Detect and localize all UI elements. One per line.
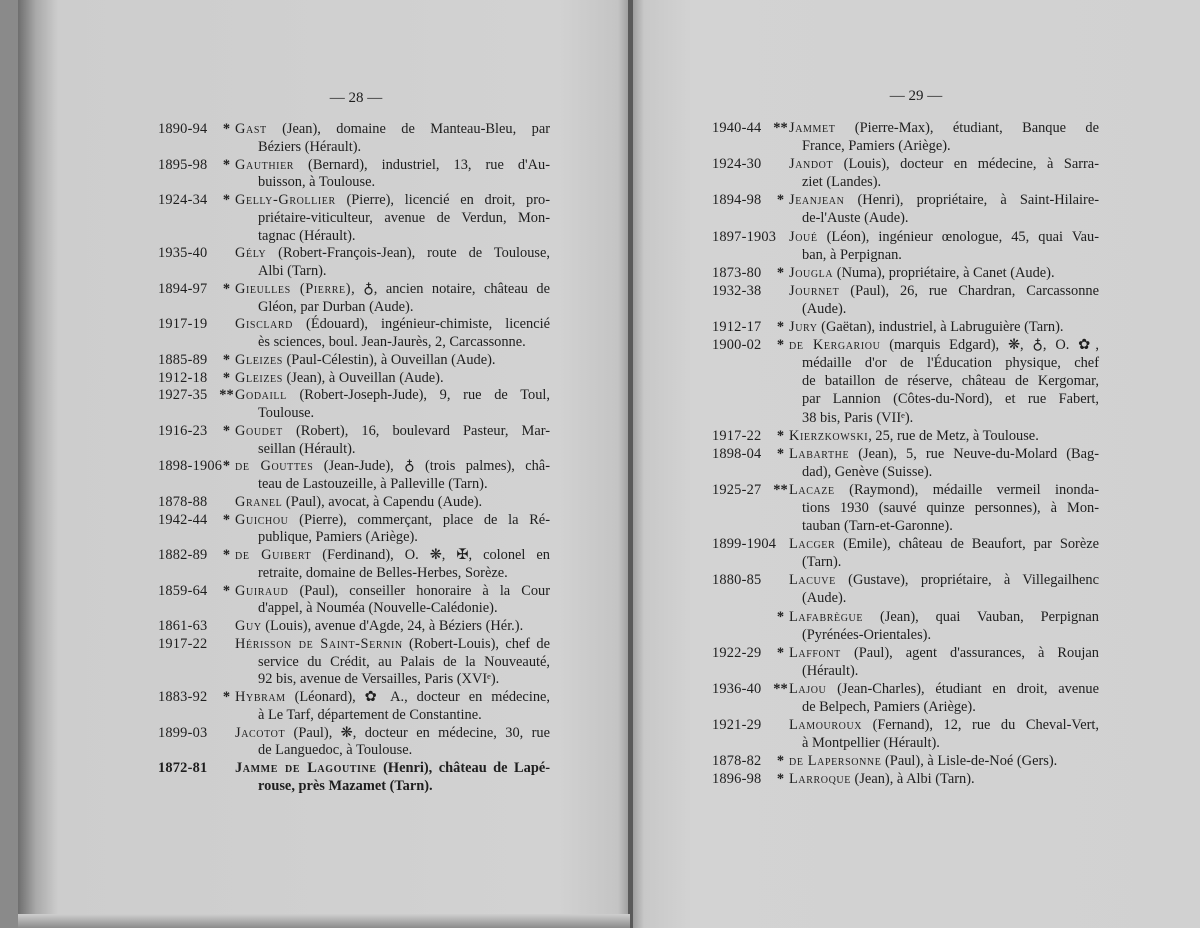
membership-mark: * (222, 511, 231, 528)
directory-entry (712, 336, 1099, 426)
directory-entry (158, 387, 550, 423)
entry-years: 1942-44 (158, 511, 208, 528)
entry-years: 1872-81 (158, 760, 208, 776)
entry-details: (Emile), château de Beaufort, par Sorèze (835, 536, 1099, 553)
entry-details: (Robert-François-Jean), route de Toulouse, (266, 245, 550, 262)
entry-name: Guichou (235, 511, 289, 528)
entry-name: Labarthe (789, 445, 850, 462)
directory-entry (712, 770, 1099, 788)
entry-continuation: seillan (Hérault). (258, 440, 356, 457)
entry-name: Lafabrègue (789, 608, 864, 625)
entry-name: Gieulles (Pierre) (235, 280, 352, 297)
entry-name: Lajou (789, 680, 827, 697)
entry-name: Goudet (235, 422, 283, 439)
entry-years: 1932-38 (712, 282, 762, 299)
entry-name: de Gouttes (235, 458, 314, 475)
entry-years: 1883-92 (158, 689, 208, 705)
entry-years: 1924-34 (158, 192, 208, 208)
entry-details: , ♁, ancien notaire, château de (351, 280, 550, 297)
entry-details: (Louis), avenue d'Agde, 24, à Béziers (Hér.). (261, 618, 524, 634)
membership-mark: * (222, 689, 231, 705)
directory-entry (158, 423, 550, 459)
entry-name: Jamme de Lagoutine (235, 760, 377, 776)
directory-entry (712, 318, 1099, 336)
entry-name: Journet (789, 282, 840, 299)
entry-name: Granel (235, 493, 283, 510)
membership-mark (772, 716, 789, 734)
membership-mark (772, 228, 789, 246)
entry-years: 1880-85 (712, 572, 762, 589)
entry-details: (Fernand), 12, rue du Cheval-Vert, (862, 717, 1099, 734)
entry-continuation: 38 bis, Paris (VIIᵉ). (802, 409, 914, 426)
directory-entry (712, 228, 1099, 264)
membership-mark (218, 725, 235, 743)
membership-mark: ** (219, 387, 234, 404)
entry-details: (Léon), ingénieur œnologue, 45, quai Vau- (817, 228, 1099, 245)
membership-mark: * (776, 445, 785, 462)
entry-years: 1927-35 (158, 387, 208, 404)
entry-details: (marquis Edgard), ❋, ♁, O. ✿, (880, 337, 1099, 354)
directory-entry (158, 157, 550, 193)
directory-entry (158, 494, 550, 512)
entry-continuation: priétaire-viticulteur, avenue de Verdun, Mon- (258, 209, 550, 226)
entry-details: (Jean), à Ouveillan (Aude). (282, 369, 444, 386)
entry-name: Gleizes (235, 369, 283, 386)
entry-details: (Ferdinand), O. ❋, ✠, colonel en (311, 547, 551, 563)
entry-details: (Paul-Célestin), à Ouveillan (Aude). (282, 351, 496, 368)
directory-entry (158, 316, 550, 352)
entry-details: (Jean), à Albi (Tarn). (850, 771, 975, 788)
entry-name: Hybram (235, 689, 286, 705)
directory-entry (158, 583, 550, 619)
entry-name: Guiraud (235, 582, 289, 599)
entry-name: Jandot (789, 156, 834, 173)
entry-details: (Jean-Jude), ♁ (trois palmes), châ- (313, 458, 550, 475)
entry-years: 1890-94 (158, 121, 208, 137)
entry-details: (Bernard), industriel, 13, rue d'Au- (294, 156, 550, 173)
entry-details: (Robert), 16, boulevard Pasteur, Mar- (282, 422, 550, 439)
entry-details: (Pierre), licencié en droit, pro- (335, 192, 550, 208)
entry-name: Lacger (789, 536, 836, 553)
directory-entry (158, 512, 550, 548)
entry-details: , 25, rue de Metz, à Toulouse. (868, 427, 1039, 444)
entry-details: (Paul), 26, rue Chardran, Carcassonne (839, 282, 1099, 299)
entry-continuation: retraite, domaine de Belles-Herbes, Sorèze. (258, 564, 508, 581)
directory-entry (712, 427, 1099, 445)
entry-continuation: ès sciences, boul. Jean-Jaurès, 2, Carcassonne. (258, 334, 526, 350)
entry-years: 1899-03 (158, 724, 208, 741)
membership-mark (772, 535, 789, 553)
membership-mark: * (222, 351, 231, 368)
entry-continuation: médaille d'or de l'Éducation physique, chef (802, 355, 1099, 372)
directory-entry (158, 281, 550, 317)
membership-mark (218, 760, 235, 778)
entry-details: (Henri), propriétaire, à Saint-Hilaire- (844, 192, 1099, 209)
entry-name: Kierzkowski (789, 427, 869, 444)
entry-details: (Paul), agent d'assurances, à Roujan (840, 644, 1099, 661)
entry-years: 1936-40 (712, 680, 762, 697)
membership-mark (218, 316, 235, 334)
entry-continuation: à Le Tarf, département de Constantine. (258, 706, 482, 723)
entry-continuation: (Tarn). (802, 554, 842, 571)
entry-details: (Henri), château de Lapé- (376, 760, 551, 776)
entry-years: 1917-19 (158, 316, 208, 333)
membership-mark: * (222, 582, 231, 599)
directory-entry (712, 445, 1099, 481)
entry-years: 1885-89 (158, 351, 208, 368)
entry-details: (Jean), domaine de Manteau-Bleu, par (266, 121, 550, 137)
membership-mark: ** (773, 680, 788, 697)
entry-continuation: de Belpech, Pamiers (Ariège). (802, 699, 976, 715)
entry-continuation: publique, Pamiers (Ariège). (258, 529, 418, 546)
page-number-left: — 28 — (329, 90, 383, 106)
entry-continuation: Gléon, par Durban (Aude). (258, 298, 414, 315)
entry-continuation: service du Crédit, au Palais de la Nouveauté, (258, 653, 550, 670)
membership-mark: * (776, 264, 785, 281)
directory-entry (158, 547, 550, 583)
entry-details: (Paul), avocat, à Capendu (Aude). (282, 493, 483, 510)
entry-name: Gleizes (235, 351, 283, 368)
membership-mark: ** (773, 481, 788, 498)
entry-years: 1882-89 (158, 547, 208, 563)
entry-name: Lacuve (789, 572, 836, 589)
membership-mark: * (222, 192, 231, 208)
membership-mark: * (776, 319, 785, 336)
entry-years: 1873-80 (712, 264, 762, 281)
entry-name: Gisclard (235, 316, 293, 333)
entry-continuation: 92 bis, avenue de Versailles, Paris (XVIᵉ). (258, 671, 500, 688)
entry-details: (Paul), conseiller honoraire à la Cour (288, 582, 550, 599)
entry-continuation: Béziers (Hérault). (258, 138, 362, 155)
entry-name: Jammet (789, 120, 836, 136)
entry-years: 1899-1904 (712, 536, 777, 553)
entry-continuation: à Montpellier (Hérault). (802, 735, 940, 752)
directory-entry (158, 192, 550, 245)
entry-continuation: (Aude). (802, 590, 847, 607)
entry-details: (Pierre-Max), étudiant, Banque de (835, 120, 1099, 136)
directory-entry (712, 608, 1099, 644)
entry-name: Hérisson de Saint-Sernin (235, 635, 403, 652)
entry-details: (Édouard), ingénieur-chimiste, licencié (292, 316, 550, 333)
directory-entry (712, 752, 1099, 770)
entry-continuation: ziet (Landes). (802, 174, 882, 191)
entry-continuation: d'appel, à Nouméa (Nouvelle-Calédonie). (258, 600, 498, 617)
entry-years: 1900-02 (712, 337, 762, 354)
page-number-right: — 29 — (889, 88, 943, 104)
entry-name: Jougla (789, 264, 834, 281)
entry-details: (Jean-Charles), étudiant en droit, avenue (826, 680, 1099, 697)
membership-mark (772, 155, 789, 173)
entry-years: 1917-22 (158, 635, 208, 652)
entry-details: (Paul), ❋, docteur en médecine, 30, rue (285, 724, 550, 741)
entry-years: 1922-29 (712, 644, 762, 661)
entry-years: 1898-04 (712, 445, 762, 462)
directory-entry (712, 191, 1099, 227)
entry-years: 1912-18 (158, 369, 208, 386)
entry-continuation: ban, à Perpignan. (802, 246, 902, 263)
entry-name: de Kergariou (789, 337, 881, 354)
membership-mark: * (776, 608, 785, 625)
entry-continuation: de bataillon de réserve, château de Kergomar, (802, 373, 1099, 390)
membership-mark (218, 618, 235, 636)
entry-years: 1859-64 (158, 582, 208, 599)
entry-name: Godaill (235, 387, 287, 404)
membership-mark: * (776, 427, 785, 444)
membership-mark: * (776, 771, 785, 788)
directory-entry (712, 264, 1099, 282)
entry-continuation: teau de Lastouzeille, à Palleville (Tarn). (258, 476, 488, 492)
entry-years: 1924-30 (712, 156, 762, 173)
entry-name: Joué (789, 228, 818, 245)
directory-entry (158, 689, 550, 725)
entry-years: 1916-23 (158, 422, 208, 439)
directory-entry (712, 716, 1099, 752)
book-gutter (628, 0, 633, 928)
membership-mark: * (222, 458, 231, 475)
entry-years: 1917-22 (712, 427, 762, 444)
entry-name: Jacotot (235, 724, 286, 741)
entry-details: (Louis), docteur en médecine, à Sarra- (833, 156, 1099, 173)
membership-mark: * (222, 547, 231, 563)
entry-years: 1912-17 (712, 319, 762, 336)
entry-continuation: tagnac (Hérault). (258, 227, 356, 244)
entry-details: (Jean), 5, rue Neuve-du-Molard (Bag- (849, 445, 1099, 462)
membership-mark: * (222, 280, 231, 297)
directory-entry (158, 458, 550, 494)
directory-entry (158, 352, 550, 370)
directory-entry (712, 481, 1099, 535)
directory-entry (712, 535, 1099, 571)
entry-years: 1861-63 (158, 618, 208, 634)
entry-details: (Raymond), médaille vermeil inonda- (834, 481, 1099, 498)
entry-continuation: (Pyrénées-Orientales). (802, 626, 932, 643)
entry-name: Laffont (789, 644, 841, 661)
directory-entry (158, 618, 550, 636)
entry-years: 1898-1906 (158, 458, 223, 475)
entry-years: 1925-27 (712, 481, 762, 498)
entry-name: de Guibert (235, 547, 312, 563)
entry-continuation: tauban (Tarn-et-Garonne). (802, 518, 953, 535)
right-entry-list (712, 119, 1099, 788)
entry-years: 1897-1903 (712, 228, 777, 245)
entry-details: (Gaëtan), industriel, à Labruguière (Tarn). (817, 319, 1064, 336)
entry-details: (Jean), quai Vauban, Perpignan (863, 608, 1099, 625)
entry-name: Lamouroux (789, 717, 863, 734)
entry-continuation: Albi (Tarn). (258, 263, 327, 279)
membership-mark: * (776, 337, 785, 354)
entry-name: Gelly-Grollier (235, 192, 336, 208)
entry-details: (Robert-Louis), chef de (402, 635, 550, 652)
membership-mark: * (222, 121, 231, 137)
entry-name: Gauthier (235, 156, 295, 173)
directory-entry (712, 119, 1099, 155)
entry-details: (Gustave), propriétaire, à Villegailhenc (835, 572, 1099, 589)
entry-name: Gély (235, 245, 267, 262)
membership-mark (772, 282, 789, 300)
directory-entry (158, 760, 550, 796)
directory-entry (712, 282, 1099, 318)
membership-mark: ** (773, 120, 788, 136)
entry-name: Lacaze (789, 481, 835, 498)
membership-mark: * (222, 369, 231, 386)
entry-name: Jury (789, 319, 818, 336)
entry-name: Larroque (789, 771, 851, 788)
entry-name: Jeanjean (789, 192, 845, 209)
membership-mark (218, 245, 235, 263)
entry-details: (Léonard), ✿ A., docteur en médecine, (285, 689, 550, 705)
entry-years: 1895-98 (158, 156, 208, 173)
entry-details: (Robert-Joseph-Jude), 9, rue de Toul, (286, 387, 550, 404)
directory-entry (158, 245, 550, 281)
membership-mark: * (776, 192, 785, 209)
membership-mark: * (776, 644, 785, 661)
entry-continuation: buisson, à Toulouse. (258, 174, 376, 191)
entry-years: 1878-88 (158, 493, 208, 510)
membership-mark (772, 571, 789, 589)
directory-entry (712, 155, 1099, 191)
entry-years: 1940-44 (712, 120, 762, 136)
entry-name: de Lapersonne (789, 753, 882, 770)
entry-continuation: Toulouse. (258, 405, 315, 421)
directory-entry (712, 571, 1099, 607)
directory-entry (712, 680, 1099, 716)
entry-continuation: de Languedoc, à Toulouse. (258, 742, 413, 759)
entry-continuation: (Hérault). (802, 662, 859, 679)
directory-entry (158, 725, 550, 761)
left-entry-list (158, 121, 550, 796)
entry-years (712, 608, 772, 626)
entry-years: 1894-97 (158, 280, 208, 297)
entry-continuation: France, Pamiers (Ariège). (802, 138, 951, 155)
directory-entry (158, 636, 550, 689)
entry-years: 1896-98 (712, 771, 762, 788)
entry-continuation: (Aude). (802, 300, 847, 317)
entry-years: 1935-40 (158, 245, 208, 262)
entry-details: (Paul), à Lisle-de-Noé (Gers). (881, 753, 1058, 770)
membership-mark: * (776, 753, 785, 770)
membership-mark: * (222, 156, 231, 173)
entry-name: Gast (235, 121, 267, 137)
entry-continuation: tions 1930 (sauvé quinze personnes), à Mon- (802, 499, 1099, 516)
entry-continuation: dad), Genève (Suisse). (802, 463, 933, 480)
entry-continuation: de-l'Auste (Aude). (802, 210, 909, 227)
entry-continuation: rouse, près Mazamet (Tarn). (258, 777, 433, 794)
entry-details: (Pierre), commerçant, place de la Ré- (288, 511, 550, 528)
page-edge (18, 914, 630, 928)
entry-details: (Numa), propriétaire, à Canet (Aude). (833, 264, 1055, 281)
entry-name: Guy (235, 618, 262, 634)
membership-mark (218, 494, 235, 512)
directory-entry (158, 121, 550, 157)
entry-years: 1921-29 (712, 717, 762, 734)
entry-years: 1878-82 (712, 753, 762, 770)
membership-mark: * (222, 422, 231, 439)
directory-entry (158, 370, 550, 388)
directory-entry (712, 644, 1099, 680)
membership-mark (218, 636, 235, 654)
entry-years: 1894-98 (712, 192, 762, 209)
entry-continuation: par Lannion (Côtes-du-Nord), et rue Fabert, (802, 391, 1099, 408)
